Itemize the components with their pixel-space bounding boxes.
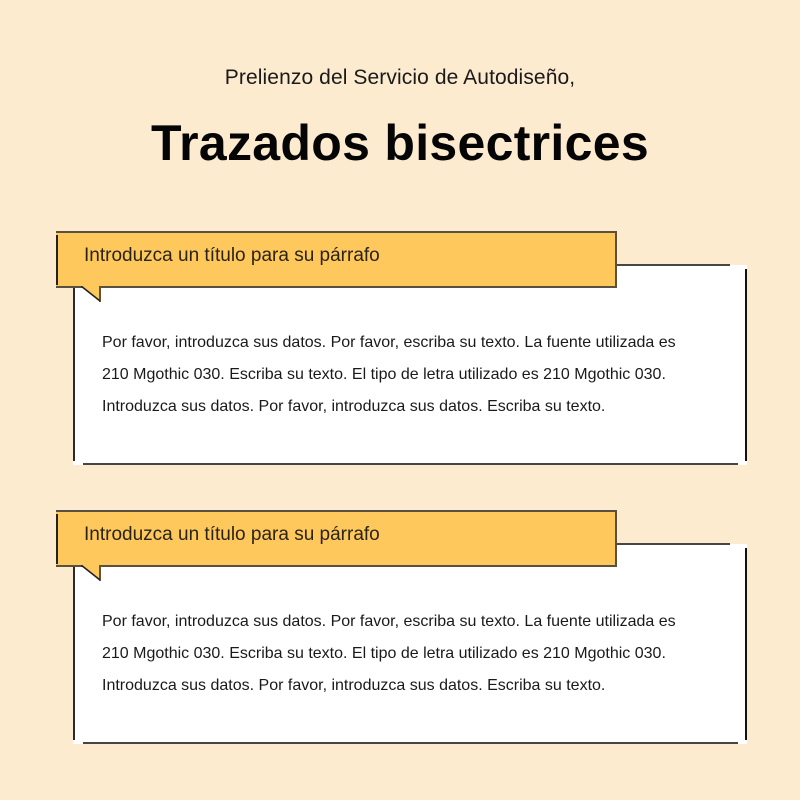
paragraph-line: Por favor, introduzca sus datos. Por favor, escriba su texto. La fuente utilizada es	[102, 613, 676, 630]
card-right-stroke	[745, 548, 747, 740]
tab-left-stroke	[56, 235, 58, 285]
paragraph-line: Introduzca sus datos. Por favor, introduzca sus datos. Escriba su texto.	[102, 677, 606, 694]
page-subtitle: Prelienzo del Servicio de Autodiseño,	[224, 66, 576, 89]
card-bottom-stroke	[83, 463, 738, 465]
card-top-stroke	[616, 264, 730, 266]
speech-notch-icon	[81, 286, 101, 302]
paragraph-line: 210 Mgothic 030. Escriba su texto. El tipo de letra utilizado es 210 Mgothic 030.	[102, 366, 666, 383]
card-paragraph	[102, 606, 732, 702]
speech-notch-icon	[81, 565, 101, 581]
paragraph-line: Por favor, introduzca sus datos. Por favor, escriba su texto. La fuente utilizada es	[102, 334, 676, 351]
paragraph-line: 210 Mgothic 030. Escriba su texto. El tipo de letra utilizado es 210 Mgothic 030.	[102, 645, 666, 662]
card-right-stroke	[745, 269, 747, 461]
tab-left-stroke	[56, 514, 58, 564]
paragraph-line: Introduzca sus datos. Por favor, introduzca sus datos. Escriba su texto.	[102, 398, 606, 415]
page-title: Trazados bisectrices	[151, 115, 649, 171]
paragraph-card-2	[0, 510, 800, 760]
tab-right-stroke	[615, 511, 617, 567]
card-top-stroke	[616, 543, 730, 545]
card-heading: Introduzca un título para su párrafo	[84, 524, 380, 545]
card-left-stroke	[73, 566, 75, 740]
card-heading: Introduzca un título para su párrafo	[84, 245, 380, 266]
tab-right-stroke	[615, 232, 617, 288]
paragraph-card-1	[0, 231, 800, 481]
card-paragraph	[102, 327, 732, 423]
card-bottom-stroke	[83, 742, 738, 744]
card-left-stroke	[73, 287, 75, 461]
